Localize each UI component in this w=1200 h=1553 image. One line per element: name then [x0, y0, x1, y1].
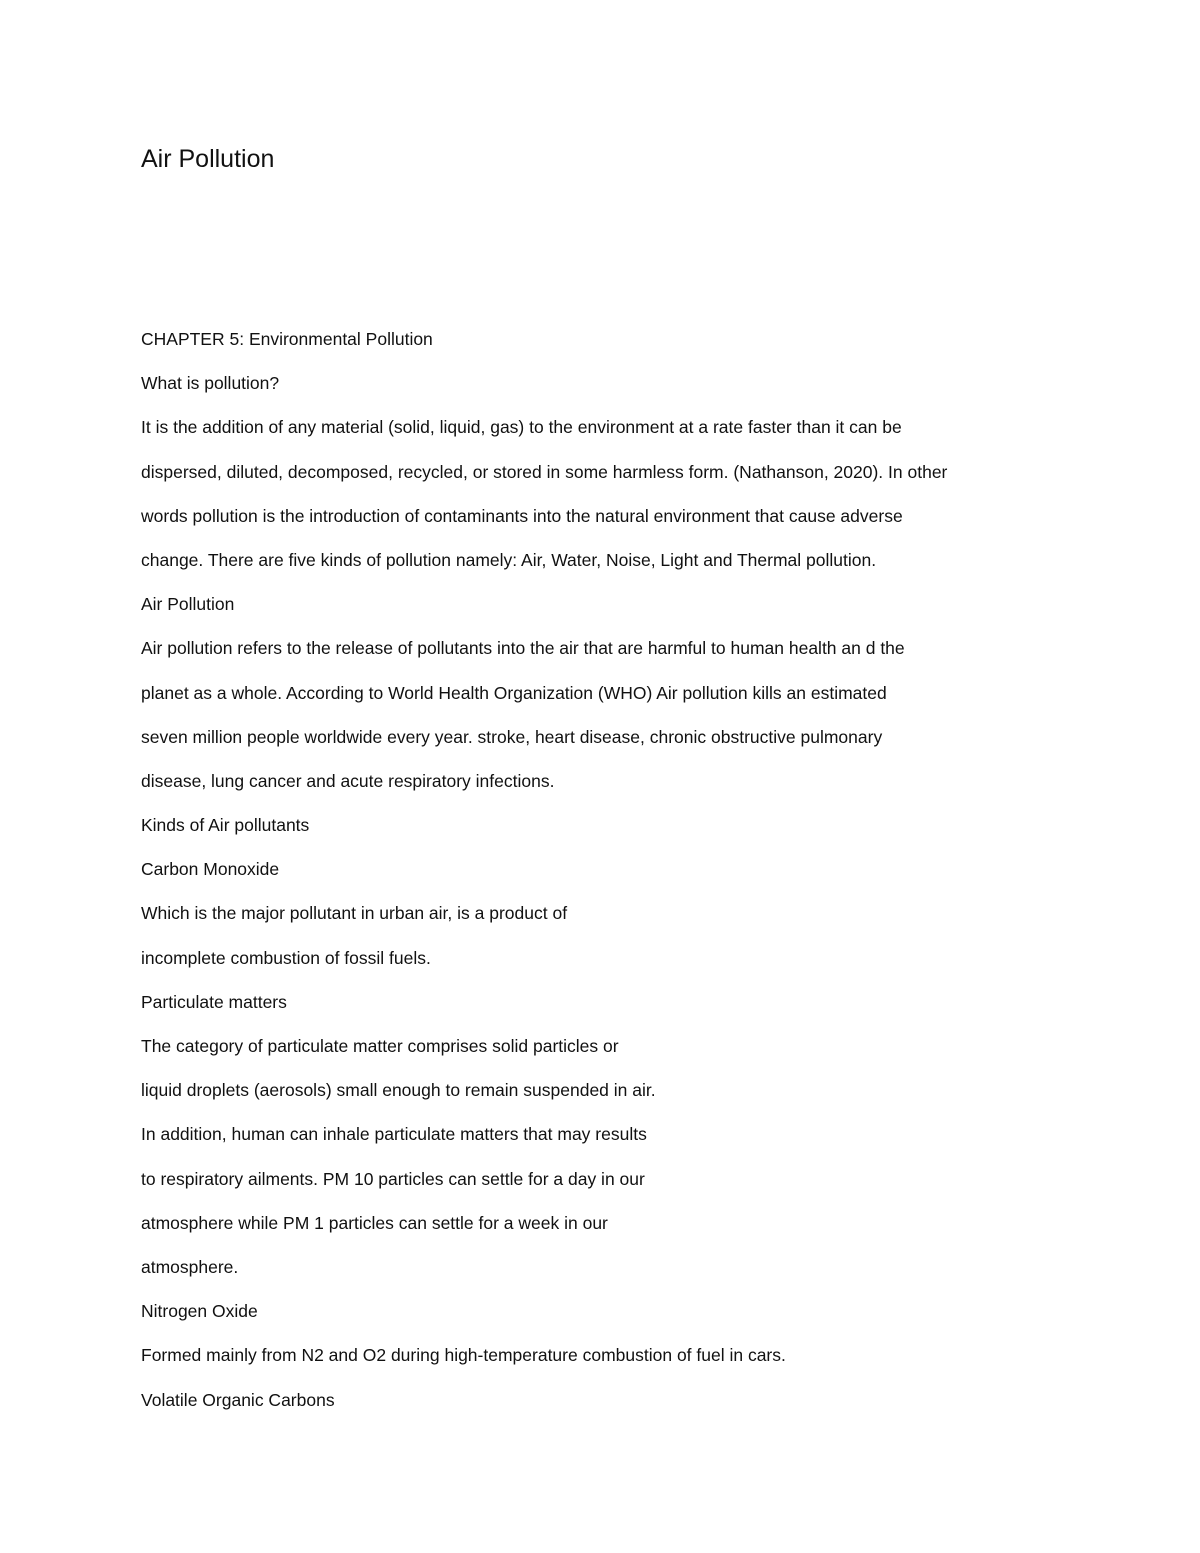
paragraph-line: Air pollution refers to the release of pollutants into the air that are harmful to human health an d the	[141, 638, 905, 659]
paragraph-line: disease, lung cancer and acute respiratory infections.	[141, 770, 555, 791]
subheading-carbon-monoxide: Carbon Monoxide	[141, 859, 280, 880]
paragraph-line: Which is the major pollutant in urban air, is a product of	[141, 903, 568, 924]
paragraph-line: incomplete combustion of fossil fuels.	[141, 947, 431, 968]
section-heading-kinds: Kinds of Air pollutants	[141, 815, 310, 836]
paragraph-line: words pollution is the introduction of contaminants into the natural environment that cause adverse	[141, 505, 903, 526]
paragraph-line: atmosphere.	[141, 1256, 239, 1277]
paragraph-line: atmosphere while PM 1 particles can settle for a week in our	[141, 1212, 608, 1233]
paragraph-line: The category of particulate matter comprises solid particles or	[141, 1036, 619, 1056]
section-heading-air-pollution: Air Pollution	[141, 594, 235, 615]
paragraph-line: dispersed, diluted, decomposed, recycled, or stored in some harmless form. (Nathanson, 2020). In other	[141, 461, 948, 482]
chapter-heading: CHAPTER 5: Environmental Pollution	[141, 329, 433, 349]
subheading-particulate-matters: Particulate matters	[141, 991, 287, 1012]
document-title: Air Pollution	[141, 145, 275, 173]
paragraph-line: seven million people worldwide every year. stroke, heart disease, chronic obstructive pulmonary	[141, 726, 883, 747]
paragraph-line: to respiratory ailments. PM 10 particles can settle for a day in our	[141, 1168, 645, 1189]
paragraph-line: In addition, human can inhale particulate matters that may results	[141, 1124, 647, 1145]
paragraph-line: liquid droplets (aerosols) small enough to remain suspended in air.	[141, 1080, 656, 1101]
paragraph-line: planet as a whole. According to World Health Organization (WHO) Air pollution kills an estimated	[141, 682, 887, 703]
subheading-nitrogen-oxide: Nitrogen Oxide	[141, 1301, 258, 1322]
document-body	[141, 325, 1081, 1430]
paragraph-line: change. There are five kinds of pollution namely: Air, Water, Noise, Light and Thermal pollution.	[141, 549, 877, 570]
paragraph-line: Formed mainly from N2 and O2 during high-temperature combustion of fuel in cars.	[141, 1345, 786, 1366]
section-question: What is pollution?	[141, 373, 280, 394]
paragraph-line: It is the addition of any material (solid, liquid, gas) to the environment at a rate faster than it can be	[141, 417, 902, 438]
subheading-volatile-organic-carbons: Volatile Organic Carbons	[141, 1389, 335, 1410]
